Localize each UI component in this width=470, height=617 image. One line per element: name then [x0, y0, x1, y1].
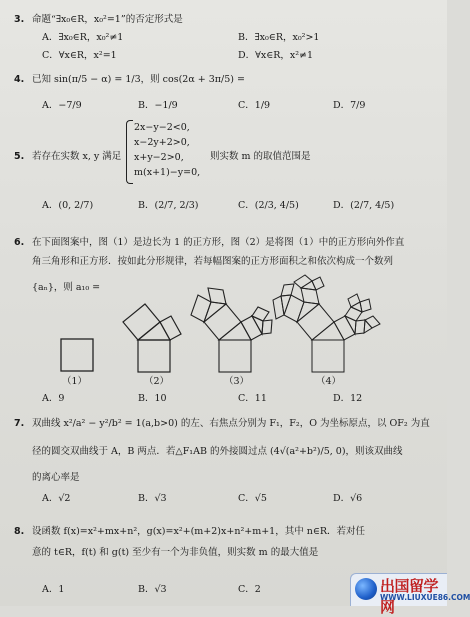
q6-figure-2 — [124, 300, 184, 376]
globe-icon — [355, 578, 377, 600]
q6-caption-4: （4） — [316, 376, 342, 387]
watermark-logo — [350, 573, 470, 616]
q4-option-c: C．1/9 — [238, 100, 271, 111]
q6-figure-3 — [195, 288, 275, 378]
q4-option-a: A．−7/9 — [42, 100, 82, 111]
q7-option-b: B．√3 — [138, 493, 167, 504]
q8-line-2: 意的 t∈R，f(t) 和 g(t) 至少有一个为非负值，则实数 m 的最大值是 — [32, 547, 319, 558]
q6-figure-1 — [58, 336, 98, 376]
q7-option-c: C．√5 — [238, 493, 267, 504]
q6-figure-4 — [272, 278, 384, 378]
q7-option-d: D．√6 — [333, 493, 363, 504]
q5-inequality-2: x−2y+2>0, — [134, 137, 190, 148]
q4-stem: 已知 sin(π/5 − α) = 1/3，则 cos(2α + 3π/5) = — [32, 74, 245, 85]
q8-number: 8. — [14, 526, 25, 537]
q6-line-3: {aₙ}，则 a₁₀ = — [32, 282, 101, 293]
q5-system-brace — [126, 120, 133, 184]
q3-option-a: A．∃x₀∈R，x₀²≠1 — [42, 32, 124, 43]
q6-caption-2: （2） — [144, 376, 170, 387]
q3-stem: 命题“∃x₀∈R，x₀²=1”的否定形式是 — [32, 14, 183, 25]
q8-option-a: A．1 — [42, 584, 65, 595]
q7-line-1: 双曲线 x²/a² − y²/b² = 1(a,b>0) 的左、右焦点分别为 F₁，F₂，O 为坐标原点，以 OF₂ 为直 — [32, 418, 430, 429]
q5-inequality-3: x+y−2>0, — [134, 152, 184, 163]
q7-number: 7. — [14, 418, 25, 429]
q7-line-2: 径的圆交双曲线于 A，B 两点．若△F₁AB 的外接圆过点 (4√(a²+b²)/5, 0)，则该双曲线 — [32, 446, 403, 457]
q3-number: 3. — [14, 14, 25, 25]
watermark-url: WWW.LIUXUE86.COM — [380, 593, 470, 602]
q6-option-c: C．11 — [238, 393, 267, 404]
q7-option-a: A．√2 — [42, 493, 71, 504]
q5-option-a: A．(0, 2/7) — [42, 200, 94, 211]
q6-caption-3: （3） — [224, 376, 250, 387]
q3-option-d: D．∀x∈R，x²≠1 — [238, 50, 314, 61]
q6-line-1: 在下面图案中，图（1）是边长为 1 的正方形，图（2）是将图（1）中的正方形向外作直 — [32, 237, 405, 248]
q6-option-b: B．10 — [138, 393, 167, 404]
q8-line-1: 设函数 f(x)=x²+mx+n²，g(x)=x²+(m+2)x+n²+m+1，其中 n∈R．若对任 — [32, 526, 366, 537]
q5-option-d: D．(2/7, 4/5) — [333, 200, 395, 211]
q4-option-d: D．7/9 — [333, 100, 366, 111]
q5-stem-post: 则实数 m 的取值范围是 — [210, 151, 311, 162]
q3-option-b: B．∃x₀∈R，x₀²>1 — [238, 32, 320, 43]
q7-line-3: 的离心率是 — [32, 472, 80, 483]
q5-stem-pre: 若存在实数 x, y 满足 — [32, 151, 122, 162]
q6-caption-1: （1） — [62, 376, 88, 387]
q6-option-a: A．9 — [42, 393, 65, 404]
q5-option-b: B．(2/7, 2/3) — [138, 200, 199, 211]
q3-option-c: C．∀x∈R，x²=1 — [42, 50, 117, 61]
q4-option-b: B．−1/9 — [138, 100, 178, 111]
q5-equation-4: m(x+1)−y=0, — [134, 167, 201, 178]
q5-inequality-1: 2x−y−2<0, — [134, 122, 190, 133]
q5-number: 5. — [14, 151, 25, 162]
q5-option-c: C．(2/3, 4/5) — [238, 200, 299, 211]
q6-option-d: D．12 — [333, 393, 363, 404]
q6-number: 6. — [14, 237, 25, 248]
q8-option-b: B．√3 — [138, 584, 167, 595]
q6-line-2: 角三角形和正方形．按如此分形规律，若每幅图案的正方形面积之和依次构成一个数列 — [32, 256, 394, 267]
watermark-name: 出国留学网 — [380, 577, 439, 616]
q8-option-c: C．2 — [238, 584, 261, 595]
q4-number: 4. — [14, 74, 25, 85]
